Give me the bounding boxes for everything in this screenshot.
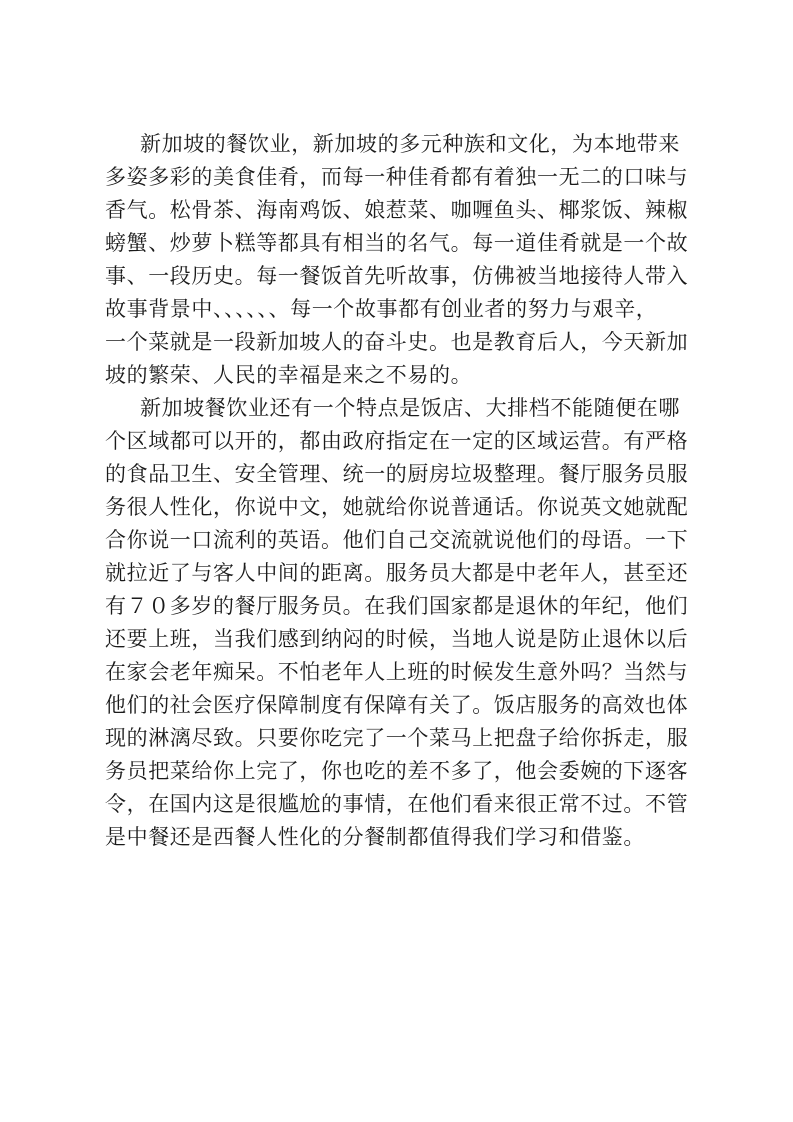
paragraph-line: 事、一段历史。每一餐饭首先听故事，仿佛被当地接待人带入 xyxy=(105,264,689,288)
paragraph-line: 螃蟹、炒萝卜糕等都具有相当的名气。每一道佳肴就是一个故 xyxy=(105,231,689,255)
paragraph-line: 在家会老年痴呆。不怕老年人上班的时候发生意外吗？当然与 xyxy=(105,660,689,684)
paragraph-line: 令，在国内这是很尴尬的事情，在他们看来很正常不过。不管 xyxy=(105,792,689,816)
paragraph-line: 他们的社会医疗保障制度有保障有关了。饭店服务的高效也体 xyxy=(105,693,689,717)
paragraph-line: 一个菜就是一段新加坡人的奋斗史。也是教育后人，今天新加 xyxy=(105,330,689,354)
paragraph-line: 香气。松骨茶、海南鸡饭、娘惹菜、咖喱鱼头、椰浆饭、辣椒 xyxy=(105,198,689,222)
paragraph-line: 个区域都可以开的，都由政府指定在一定的区域运营。有严格 xyxy=(105,429,689,453)
paragraph-line: 故事背景中、、、、、、每一个故事都有创业者的努力与艰辛， xyxy=(105,297,658,321)
paragraph-line: 新加坡餐饮业还有一个特点是饭店、大排档不能随便在哪 xyxy=(140,396,680,420)
paragraph-line: 合你说一口流利的英语。他们自己交流就说他们的母语。一下 xyxy=(105,528,689,552)
paragraph-line: 就拉近了与客人中间的距离。服务员大都是中老年人，甚至还 xyxy=(105,561,689,585)
paragraph-line: 多姿多彩的美食佳肴，而每一种佳肴都有着独一无二的口味与 xyxy=(105,165,689,189)
paragraph-line: 有７０多岁的餐厅服务员。在我们国家都是退休的年纪，他们 xyxy=(105,594,689,618)
paragraph-line: 务很人性化，你说中文，她就给你说普通话。你说英文她就配 xyxy=(105,495,689,519)
paragraph-line: 务员把菜给你上完了，你也吃的差不多了，他会委婉的下逐客 xyxy=(105,759,689,783)
paragraph-line: 现的淋漓尽致。只要你吃完了一个菜马上把盘子给你拆走，服 xyxy=(105,726,689,750)
paragraph-line: 的食品卫生、安全管理、统一的厨房垃圾整理。餐厅服务员服 xyxy=(105,462,689,486)
paragraph-line: 还要上班，当我们感到纳闷的时候，当地人说是防止退休以后 xyxy=(105,627,689,651)
paragraph-line: 坡的繁荣、人民的幸福是来之不易的。 xyxy=(105,363,473,387)
paragraph-line: 新加坡的餐饮业，新加坡的多元种族和文化，为本地带来 xyxy=(140,132,680,156)
paragraph-line: 是中餐还是西餐人性化的分餐制都值得我们学习和借鉴。 xyxy=(105,825,645,849)
